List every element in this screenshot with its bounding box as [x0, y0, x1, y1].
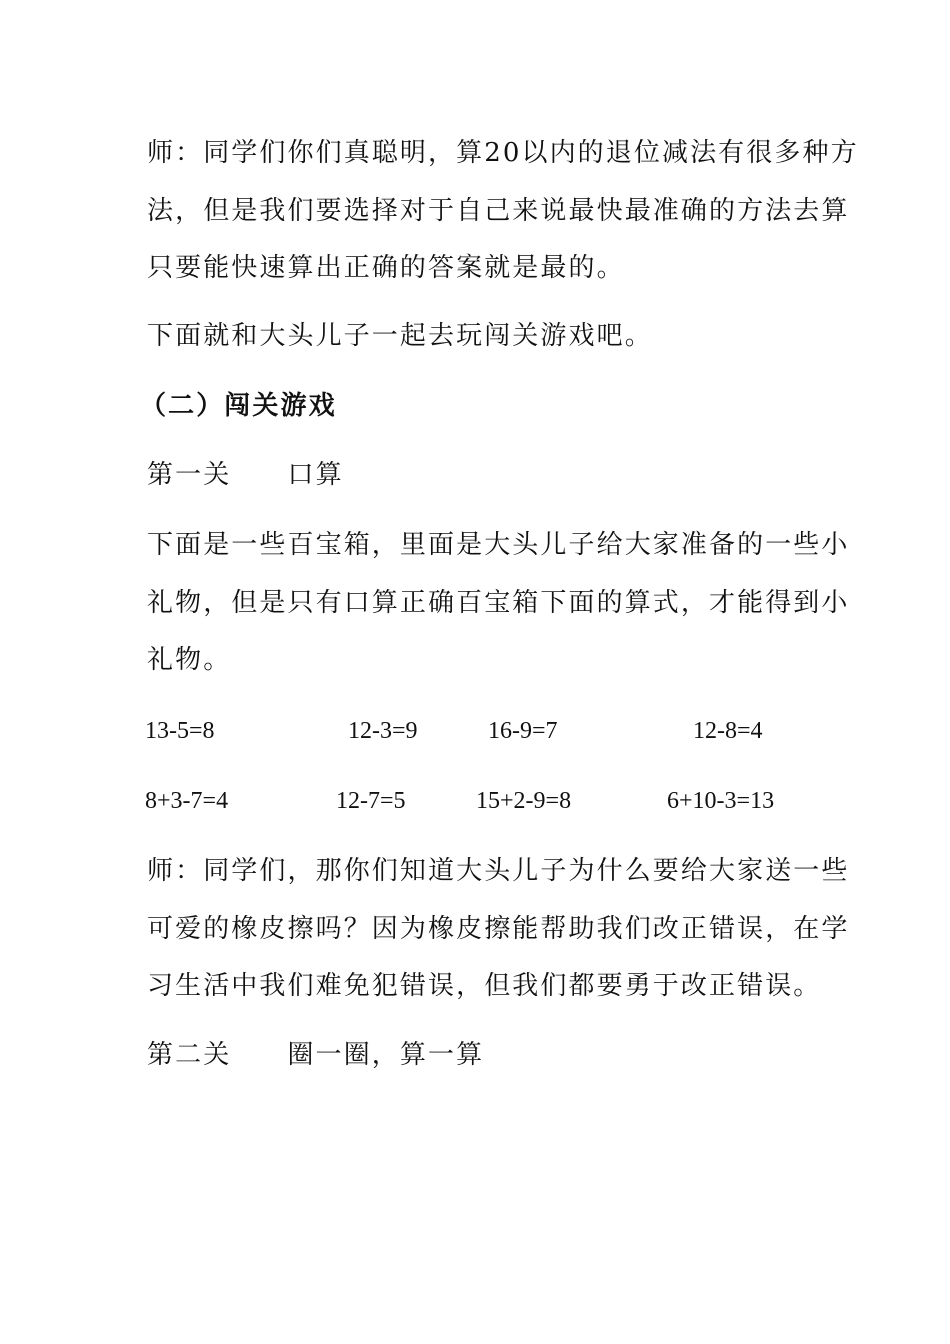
equation: 12-7=5: [336, 788, 406, 814]
equation: 6+10-3=13: [667, 788, 775, 814]
teacher-intro-line-3: 只要能快速算出正确的答案就是最的。: [147, 253, 625, 283]
teacher-intro-line-2: 法，但是我们要选择对于自己来说最快最准确的方法去算: [147, 196, 850, 226]
level-1-title: 第一关 口算: [147, 460, 344, 490]
equation: 12-3=9: [348, 718, 418, 744]
level-1-desc-line-2: 礼物，但是只有口算正确百宝箱下面的算式，才能得到小: [147, 588, 850, 618]
teacher-eraser-line-3: 习生活中我们难免犯错误，但我们都要勇于改正错误。: [147, 971, 822, 1001]
equation: 13-5=8: [145, 718, 215, 744]
level-2-title: 第二关 圈一圈，算一算: [147, 1040, 485, 1070]
equation: 8+3-7=4: [145, 788, 229, 814]
teacher-eraser-line-1: 师：同学们，那你们知道大头儿子为什么要给大家送一些: [147, 856, 850, 886]
teacher-intro-line-1: 师：同学们你们真聪明，算20以内的退位减法有很多种方: [147, 138, 859, 168]
game-lead-text: 下面就和大头儿子一起去玩闯关游戏吧。: [147, 321, 653, 351]
level-1-desc-line-3: 礼物。: [147, 645, 232, 675]
level-1-desc-line-1: 下面是一些百宝箱，里面是大头儿子给大家准备的一些小: [147, 530, 850, 560]
equation: 12-8=4: [693, 718, 763, 744]
equation: 16-9=7: [488, 718, 558, 744]
teacher-eraser-line-2: 可爱的橡皮擦吗？因为橡皮擦能帮助我们改正错误，在学: [147, 914, 850, 944]
section-heading: （二）闯关游戏: [140, 391, 337, 421]
equation: 15+2-9=8: [476, 788, 572, 814]
